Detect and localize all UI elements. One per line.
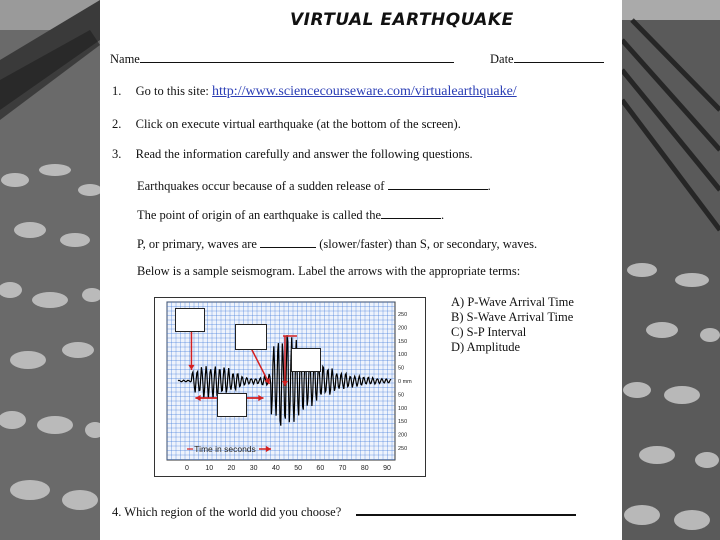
step-4-number: 4.: [112, 505, 122, 519]
background-photo-left: [0, 0, 100, 540]
question-pwaves: [137, 235, 537, 252]
name-field: [110, 50, 454, 67]
name-blank[interactable]: [140, 50, 454, 63]
origin-blank[interactable]: [381, 206, 441, 219]
question-release-text: Earthquakes occur because of a sudden release of: [137, 179, 385, 193]
step-4: [112, 505, 341, 520]
x-tick-label: 60: [316, 465, 325, 472]
label-box-2[interactable]: [235, 324, 267, 350]
answer-option: D) Amplitude: [451, 340, 521, 354]
answer-options: [451, 295, 574, 355]
x-axis-label: Time in seconds: [194, 444, 256, 454]
date-label: Date: [490, 52, 514, 66]
y-tick-label: 50: [398, 392, 405, 399]
y-tick-label: 200: [398, 432, 408, 439]
date-field: [490, 50, 604, 67]
question-origin-end: .: [441, 208, 445, 222]
label-box-3[interactable]: [291, 348, 321, 372]
step-2-text: Click on execute virtual earthquake (at the bottom of the screen).: [135, 117, 461, 131]
step-1: [112, 84, 517, 100]
answer-option: C) S-P Interval: [451, 325, 527, 339]
name-label: Name: [110, 52, 140, 66]
y-tick-label: 250: [398, 446, 408, 452]
answer-option: A) P-Wave Arrival Time: [451, 295, 574, 309]
step-2: [112, 117, 461, 132]
y-tick-label: 50: [398, 365, 405, 372]
date-blank[interactable]: [514, 50, 604, 63]
question-release-end: .: [487, 179, 491, 193]
step-3-number: 3.: [112, 147, 122, 161]
worksheet-page: [100, 0, 622, 540]
y-tick-label: 200: [398, 325, 408, 332]
answer-option: B) S-Wave Arrival Time: [451, 310, 574, 324]
virtual-earthquake-link[interactable]: http://www.sciencecourseware.com/virtualearthquake/: [212, 84, 517, 99]
step-1-number: 1.: [112, 84, 122, 98]
x-tick-label: 10: [205, 465, 214, 472]
x-tick-label: 20: [227, 465, 236, 472]
y-tick-label: 0 mm: [398, 379, 412, 385]
y-tick-label: 100: [398, 352, 408, 359]
step-4-text: Which region of the world did you choose?: [124, 505, 342, 519]
question-pwaves-text: P, or primary, waves are: [137, 237, 257, 251]
x-tick-label: 50: [294, 465, 303, 472]
x-tick-label: 40: [271, 465, 280, 472]
seismogram-chart: [154, 297, 426, 477]
y-tick-label: 250: [398, 312, 408, 318]
background-photo-right: [622, 0, 720, 540]
label-box-4[interactable]: [217, 393, 247, 417]
y-tick-label: 150: [398, 419, 408, 426]
x-tick-label: 0: [185, 465, 189, 472]
x-tick-label: 90: [383, 465, 391, 472]
question-release: [137, 177, 491, 194]
step-1-text: Go to this site:: [135, 84, 209, 98]
question-origin: [137, 206, 444, 223]
x-tick-label: 70: [338, 465, 347, 472]
release-blank[interactable]: [388, 177, 488, 190]
step-3: [112, 147, 473, 162]
pwaves-blank[interactable]: [260, 235, 316, 248]
question-seismogram: Below is a sample seismogram. Label the arrows with the appropriate terms:: [137, 264, 521, 278]
region-blank[interactable]: [356, 514, 576, 516]
step-2-number: 2.: [112, 117, 122, 131]
label-box-1[interactable]: [175, 308, 205, 332]
worksheet-title: VIRTUAL EARTHQUAKE: [290, 10, 514, 30]
question-pwaves-end: (slower/faster) than S, or secondary, waves.: [319, 237, 538, 251]
y-tick-label: 150: [398, 338, 408, 345]
x-tick-label: 80: [360, 465, 369, 472]
y-tick-label: 100: [398, 405, 408, 412]
step-3-text: Read the information carefully and answer the following questions.: [135, 147, 473, 161]
x-tick-label: 30: [249, 465, 258, 472]
question-origin-text: The point of origin of an earthquake is called the: [137, 208, 382, 222]
